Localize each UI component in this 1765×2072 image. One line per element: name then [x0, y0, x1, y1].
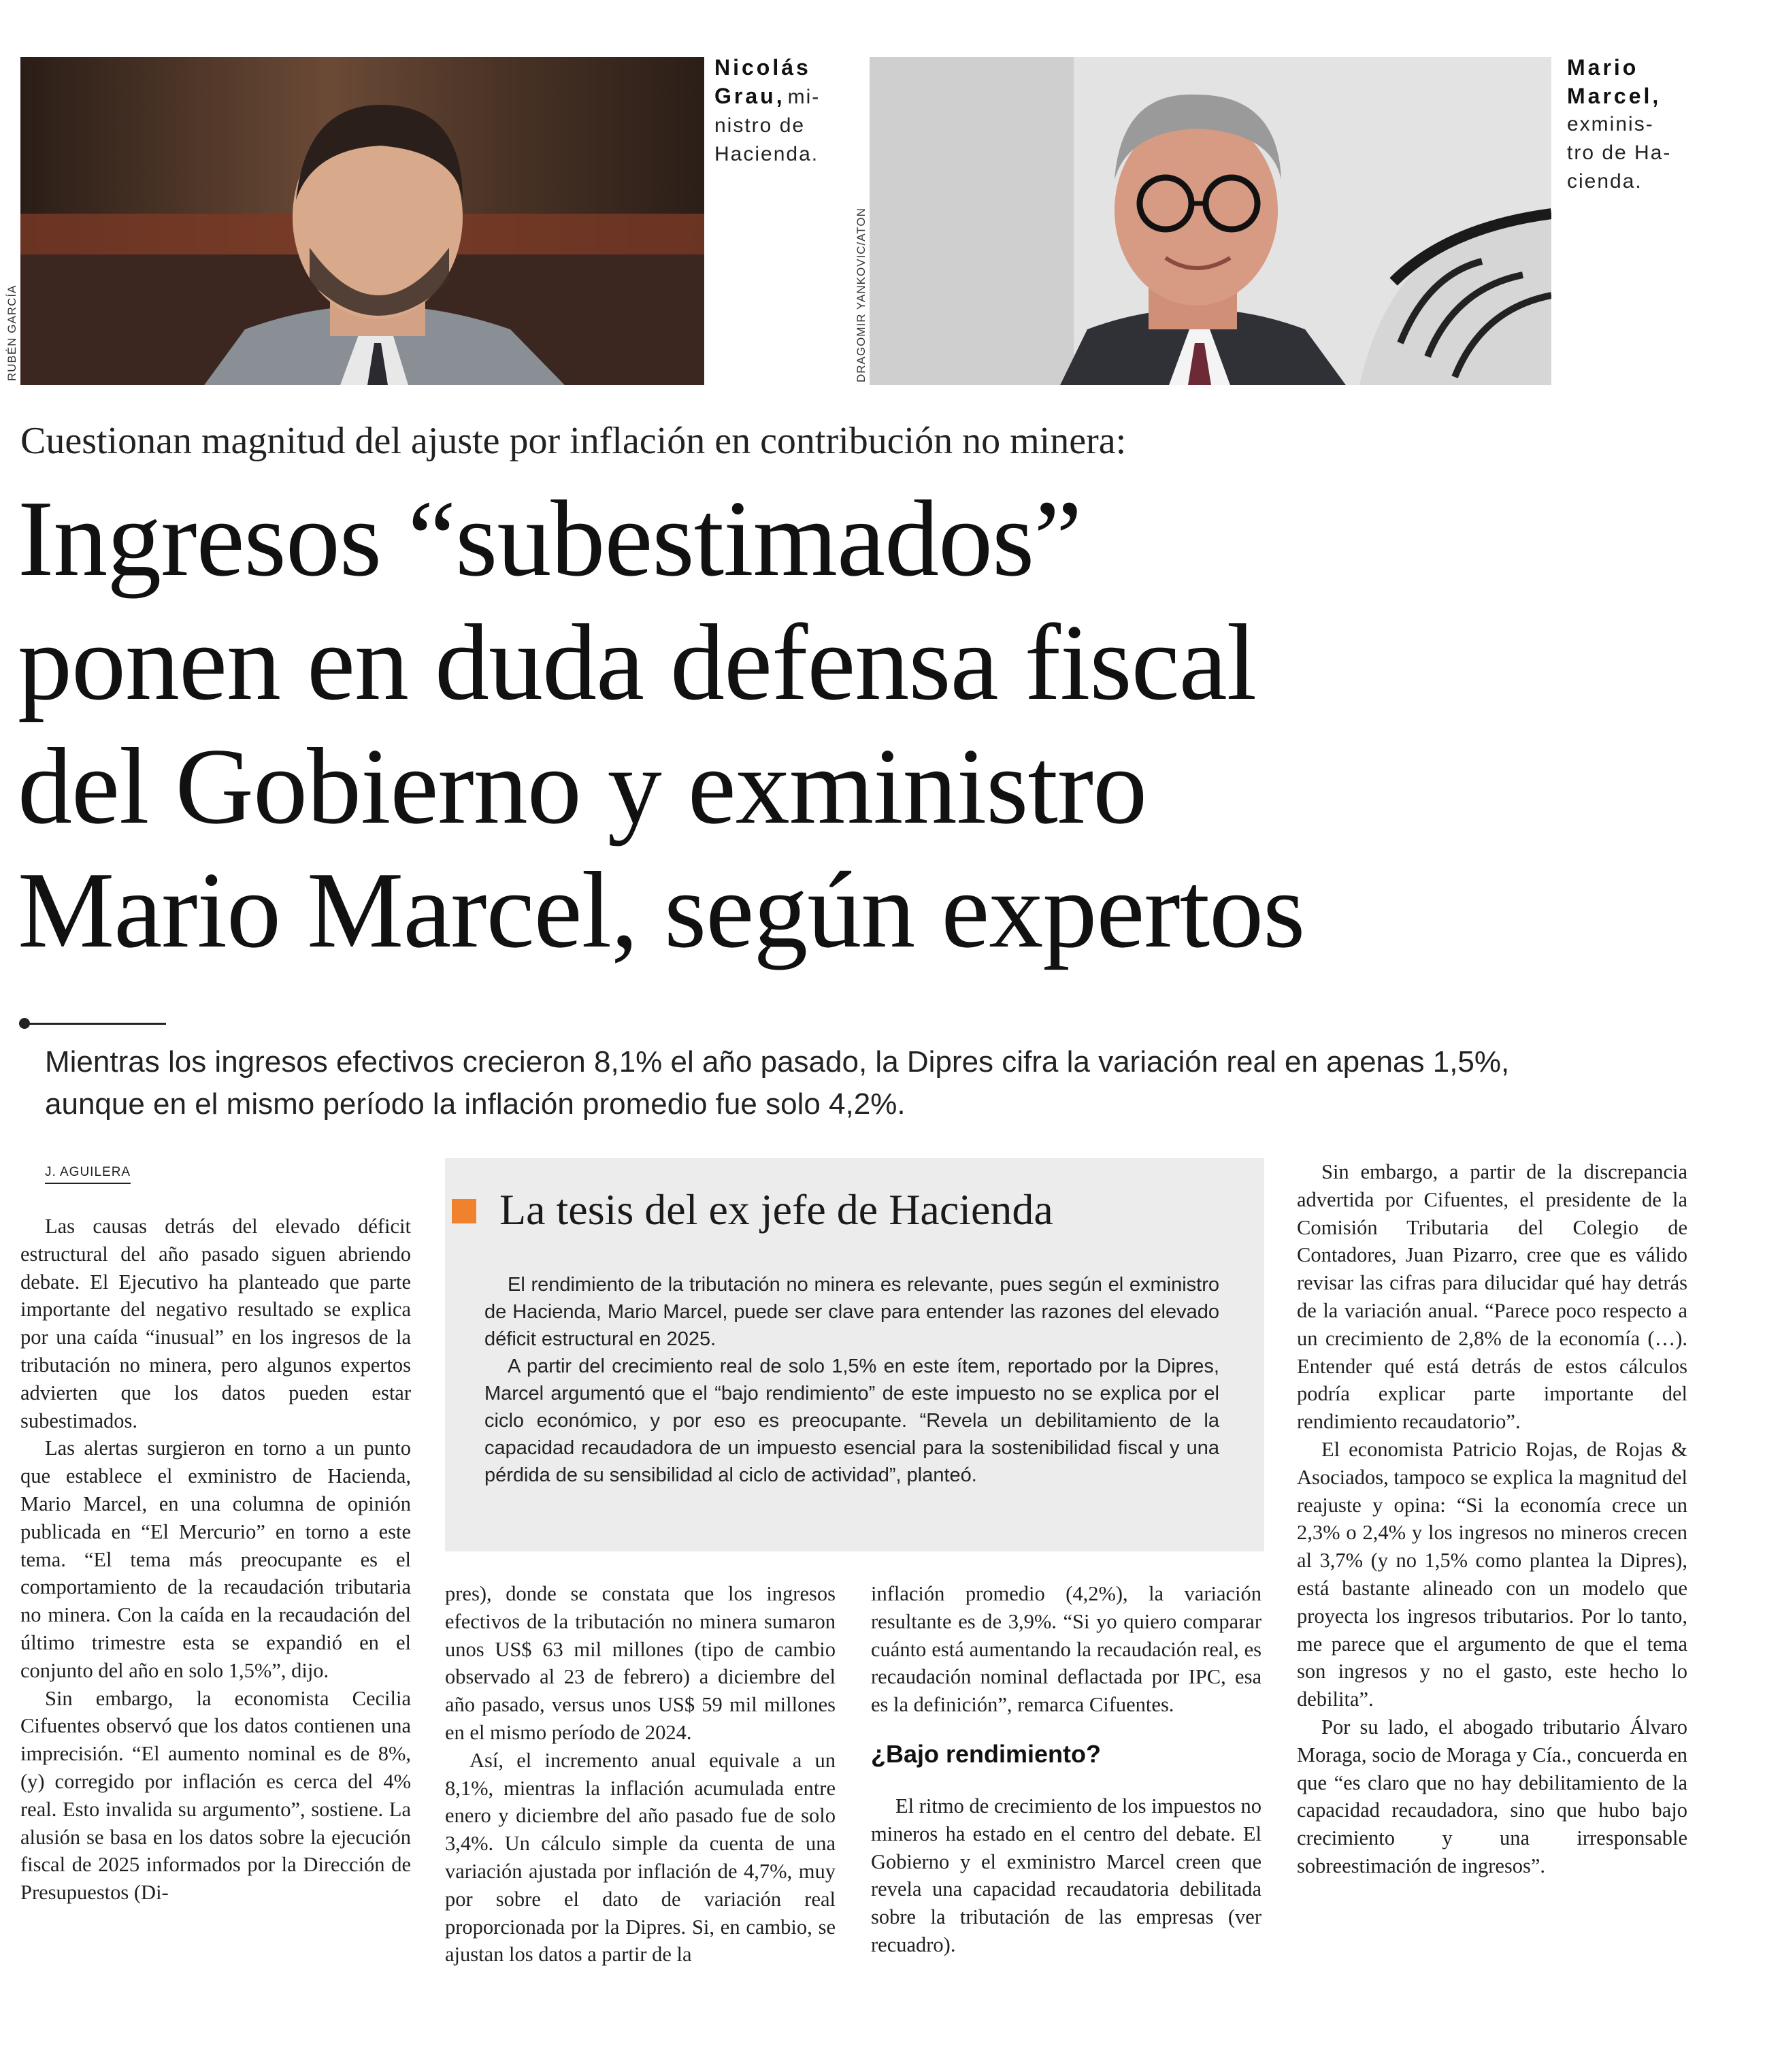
deck-rule: [24, 1023, 166, 1025]
column3-paragraph-1: inflación promedio (4,2%), la variación resultante es de 3,9%. “Si yo quiero comparar cuánto está aumentando la recaudación real, es recaudación nominal deflactada por IPC, esa es la definición”, remarca Cifuentes.: [871, 1582, 1261, 1717]
photo-nicolas-grau: [20, 57, 704, 385]
column1-paragraph-1: Las causas detrás del elevado déficit estructural del año pasado siguen abriendo debate. El Ejecutivo ha planteado que parte importante del negativo resultado se explica por una caída “inusual” en los ingresos de la tributación no minera, pero algunos expertos advierten que los datos pueden estar subestimados.: [20, 1215, 411, 1432]
caption-role-line-1: exminis-: [1567, 113, 1654, 135]
photo-mario-marcel: [870, 57, 1551, 385]
deck-rule-dot: [19, 1018, 30, 1029]
caption-role-line-2: nistro de: [714, 114, 806, 137]
headline-line-4: Mario Marcel, según expertos: [18, 849, 1305, 970]
byline: J. AGUILERA: [45, 1165, 131, 1184]
caption-name-last: Grau,: [714, 84, 785, 108]
column4-paragraph-3: Por su lado, el abogado tributario Álvaro Moraga, socio de Moraga y Cía., concuerda en que “es claro que no hay debilitamiento de la capacidad recaudadora, sino que hubo bajo crecimiento y una irresponsable sobreestimación de ingresos”.: [1297, 1715, 1687, 1877]
column2-paragraph-2: Así, el incremento anual equivale a un 8,1%, mientras la inflación acumulada entre enero y diciembre del año pasado fue de solo 3,4%. Un cálculo simple da cuenta de una variación ajustada por inflación de 4,7%, muy por sobre el dato de variación real proporcionada por la Dipres. Si, en cambio, se ajustan los datos a partir de la: [445, 1748, 836, 1967]
caption-role-line-1: mi-: [787, 86, 821, 108]
caption-role-line-3: cienda.: [1567, 170, 1643, 193]
column3-paragraph-2: El ritmo de crecimiento de los impuestos no mineros ha estado en el centro del debate. El Gobierno y el exministro Marcel creen que revela una capacidad recaudatoria debilitada sobre la tributación de las empresas (ver recuadro).: [871, 1794, 1261, 1956]
photo-credit-right: DRAGOMIR YANKOVIC/ATON: [855, 208, 868, 382]
caption-grau: [714, 53, 857, 169]
caption-marcel: [1567, 53, 1703, 196]
column2-paragraph-1: pres), donde se constata que los ingresos efectivos de la tributación no minera sumaron unos US$ 63 mil millones (tipo de cambio observado al 23 de febrero) a diciembre del año pasado, versus unos US$ 59 mil millones en el mismo período de 2024.: [445, 1582, 836, 1744]
caption-role-line-3: Hacienda.: [714, 143, 819, 165]
subhead-bajo-rendimiento: ¿Bajo rendimiento?: [871, 1739, 1102, 1768]
sidebar-box-title: La tesis del ex jefe de Hacienda: [499, 1185, 1053, 1234]
sidebar-box-paragraph-1: El rendimiento de la tributación no minera es relevante, pues según el exministro de Hacienda, Mario Marcel, puede ser clave para entender las razones del elevado déficit estructural en 2025.: [484, 1274, 1219, 1350]
headline-line-2: ponen en duda defensa fiscal: [18, 602, 1257, 723]
sidebar-box-accent-square: [452, 1199, 476, 1223]
article-column-1: [20, 1213, 411, 1907]
deck: Mientras los ingresos efectivos crecieron 8,1% el año pasado, la Dipres cifra la variación real en apenas 1,5%, aunque en el mismo período la inflación promedio fue solo 4,2%.: [45, 1045, 1510, 1121]
article-column-3: [871, 1580, 1261, 1959]
portrait-grau-illustration: [20, 57, 704, 385]
headline: [18, 476, 1304, 972]
caption-name-first: Mario: [1567, 55, 1639, 80]
column1-paragraph-3: Sin embargo, la economista Cecilia Cifuentes observó que los datos contienen una imprecisión. “El aumento nominal es de 8%, (y) corregido por inflación es cerca del 4% real. Esto invalida su argumento”, sostiene. La alusión se basa en los datos sobre la ejecución fiscal de 2025 informados por la Dirección de Presupuestos (Di-: [20, 1686, 411, 1905]
headline-line-3: del Gobierno y exministro: [18, 725, 1147, 846]
caption-name-last: Marcel,: [1567, 84, 1662, 108]
caption-role-line-2: tro de Ha-: [1567, 142, 1672, 164]
portrait-marcel-illustration: [870, 57, 1551, 385]
column4-paragraph-1: Sin embargo, a partir de la discrepancia advertida por Cifuentes, el presidente de la Comisión Tributaria del Colegio de Contadores, Juan Pizarro, cree que es válido revisar las cifras para dilucidar qué hay detrás de la variación anual. “Parece poco respecto a un crecimiento de 2,8% de la economía (…). Entender qué está detrás de estos cálculos podría explicar parte importante del rendimiento recaudatorio”.: [1297, 1160, 1687, 1434]
column4-paragraph-2: El economista Patricio Rojas, de Rojas & Asociados, tampoco se explica la magnitud del reajuste y opina: “Si la economía crece un 2,3% o 2,4% y los ingresos no mineros crecen al 3,7% (y no 1,5% como plantea la Dipres), está bastante alineado con un modelo que proyecta los ingresos tributarios. Por lo tanto, me parece que el argumento de que el tema son ingresos y no el gasto, este hecho lo debilita”.: [1297, 1437, 1687, 1711]
headline-line-1: Ingresos “subestimados”: [18, 478, 1082, 599]
column1-paragraph-2: Las alertas surgieron en torno a un punto que establece el exministro de Hacienda, Mario Marcel, en una columna de opinión publicada en “El Mercurio” en torno a este tema. “El tema más preocupante es el comportamiento de la recaudación tributaria no minera. Con la caída en la recaudación del último trimestre esta se expandió en el conjunto del año en solo 1,5%”, dijo.: [20, 1436, 411, 1682]
sidebar-box-text: [484, 1271, 1219, 1489]
photo-credit-left: RUBÉN GARCÍA: [5, 284, 18, 381]
caption-name-first: Nicolás: [714, 55, 811, 80]
article-column-4: [1297, 1158, 1687, 1880]
article-column-2: [445, 1580, 836, 1969]
kicker: Cuestionan magnitud del ajuste por inflación en contribución no minera:: [20, 420, 1127, 462]
sidebar-box-paragraph-2: A partir del crecimiento real de solo 1,5% en este ítem, reportado por la Dipres, Marcel argumentó que el “bajo rendimiento” de este impuesto no se explica por el ciclo económico, y por eso es preocupante. “Revela un debilitamiento de la capacidad recaudadora de un impuesto esencial para la sostenibilidad fiscal y una pérdida de su sensibilidad al ciclo de actividad”, planteó.: [484, 1355, 1219, 1486]
